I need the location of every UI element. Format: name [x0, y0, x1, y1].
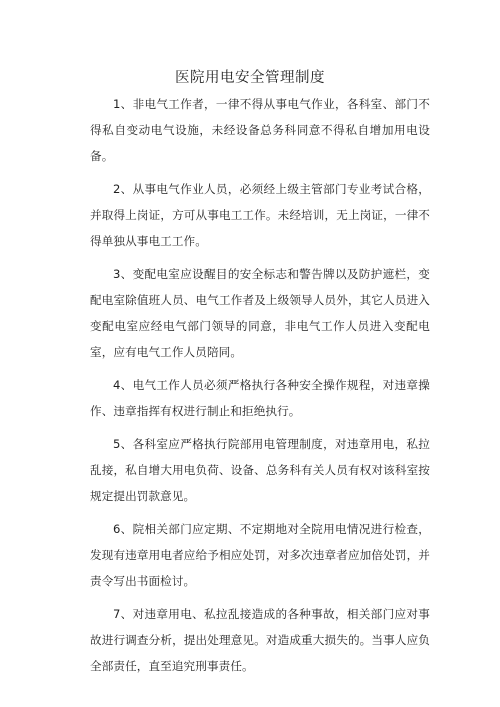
document-title: 医院用电安全管理制度	[175, 70, 325, 86]
paragraph-5: 5、各科室应严格执行院部用电管理制度，对违章用电，私拉乱接，私自增大用电负荷、设备、总务科有关人员有权对该科室按规定提出罚款意见。	[90, 437, 430, 503]
paragraph-2: 2、从事电气作业人员，必须经上级主管部门专业考试合格，并取得上岗证，方可从事电工工作。未经培训，无上岗证，一律不得单独从事电工工作。	[90, 182, 430, 248]
paragraph-6: 6、院相关部门应定期、不定期地对全院用电情况进行检查，发现有违章用电者应给予相应处罚，对多次违章者应加倍处罚，并责令写出书面检讨。	[90, 522, 430, 588]
paragraph-1: 1、非电气工作者，一律不得从事电气作业，各科室、部门不得私自变动电气设施，未经设备总务科同意不得私自增加用电设备。	[90, 97, 430, 163]
paragraph-3: 3、变配电室应设醒目的安全标志和警告牌以及防护遮栏，变配电室除值班人员、电气工作者及上级领导人员外，其它人员进入变配电室应经电气部门领导的同意，非电气工作人员进入变配电室，应有电气工作人员陪同。	[90, 267, 430, 359]
document-body	[90, 91, 430, 686]
paragraph-7: 7、对违章用电、私拉乱接造成的各种事故，相关部门应对事故进行调查分析，提出处理意见。对造成重大损失的。当事人应负全部责任，直至追究刑事责任。	[90, 607, 430, 673]
paragraph-4: 4、电气工作人员必须严格执行各种安全操作规程，对违章操作、违章指挥有权进行制止和拒绝执行。	[90, 378, 430, 418]
